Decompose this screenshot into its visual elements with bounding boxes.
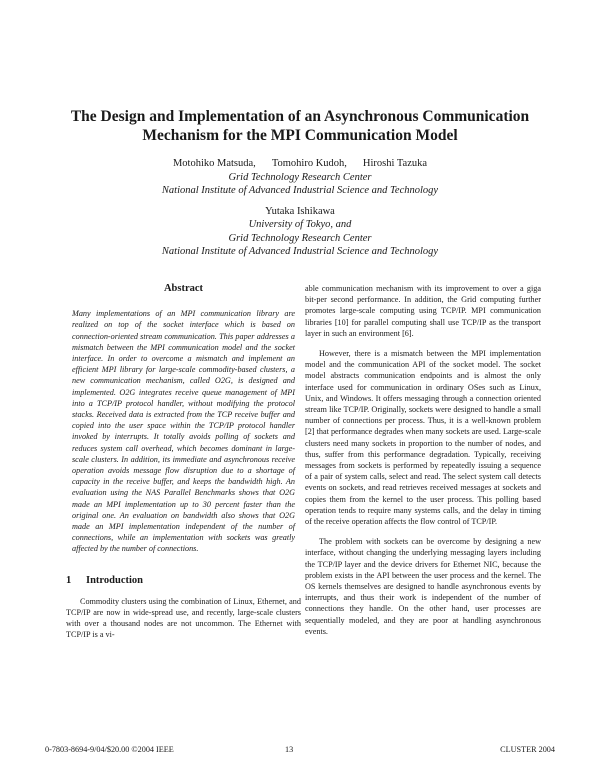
affiliation-2-line-1: University of Tokyo, and [248, 219, 352, 230]
abstract-heading: Abstract [163, 283, 204, 294]
abstract-text: Many implementations of an MPI communication library are realized on top of the socket interface which is based on connection-oriented stream communication. This paper addresses a mismatch between the MPI communication model and the socket interface. In order to overcome a mismatch and implement an efficient MPI library for large-scale commodity-based clusters, a new communication mechanism, called O2G, is designed and implemented. O2G integrates receive queue management of MPI into a TCP/IP protocol handler, without modifying the protocol stacks. Received data is extracted from the TCP receive buffer and copied into the user space within the TCP/IP protocol handler invoked by interrupts. It totally avoids polling of sockets and reduces system call overhead, which becomes dominant in large-scale clusters. In addition, its immediate and asynchronous receive operation avoids message flow disruption due to a shortage of capacity in the receive buffer, and keeps the bandwidth high. An evaluation using the NAS Parallel Benchmarks shows that O2G made an MPI implementation up to 30 percent faster than the original one. An evaluation on bandwidth also shows that O2G made an MPI implementation independent of the number of connections, while an implementation with sockets was greatly affected by the number of connections. [72, 309, 295, 554]
intro-paragraph-1-continued: able communication mechanism with its improvement to over a giga bit-per second performance. In addition, the Grid computing further promotes large-scale computing using TCP/IP. MPI communication libraries [10] for parallel computing shall use TCP/IP as the transport layer in such an environment [6]. [305, 284, 541, 338]
intro-paragraph-1: Commodity clusters using the combination of Linux, Ethernet, and TCP/IP are now in wide-spread use, and recently, large-scale clusters with over a thousand nodes are not uncommon. The Ethernet with TCP/IP is a vi- [66, 596, 301, 640]
affiliation-2-line-3: National Institute of Advanced Industrial Science and Technology [161, 246, 439, 257]
intro-paragraph-2: However, there is a mismatch between the MPI implementation model and the communication API of the socket model. The socket model abstracts communication endpoints and is almost the only interface used for communication in ordinary OSes such as Linux, Unix, and Windows. It offers messaging through a connection oriented stream like TCP/IP. Originally, sockets were designed to handle a small number of connections per process. Thus, it is a well-known problem [2] that performance degrades when many sockets are used. Large-scale clusters need many sockets in proportion to the number of nodes, and thus, suffer from this performance degradation. Typically, receiving messages from sockets is performed by repeatedly issuing a sequence of a pair of system calls, select and read. The select system call detects events on sockets, and read retrieves received messages at sockets and copies them from the kernel to the user process. This polling based operation tends to require many systems calls, and the delay in timing of the receive operation affects the flow control of TCP/IP. [305, 349, 541, 527]
title-line-1: The Design and Implementation of an Asynchronous Communication [70, 108, 530, 125]
affiliation-1-line-2: National Institute of Advanced Industrial Science and Technology [161, 185, 439, 196]
author-names-line [60, 157, 540, 171]
author-matsuda: Motohiko Matsuda, [172, 158, 256, 169]
section-heading-introduction [66, 575, 301, 586]
author-block [60, 157, 540, 259]
affiliation-1-line-1: Grid Technology Research Center [228, 171, 372, 183]
section-title: Introduction [86, 574, 143, 586]
affiliation-2-line-2: Grid Technology Research Center [228, 232, 372, 244]
author-tazuka: Hiroshi Tazuka [362, 158, 428, 169]
title-line-2: Mechanism for the MPI Communication Model [142, 127, 458, 144]
author-kudoh: Tomohiro Kudoh, [271, 158, 347, 169]
footer-copyright: 0-7803-8694-9/04/$20.00 ©2004 IEEE [45, 745, 174, 754]
author-ishikawa: Yutaka Ishikawa [265, 205, 335, 217]
footer-conference: CLUSTER 2004 [500, 745, 555, 754]
section-number: 1 [66, 574, 72, 586]
intro-paragraph-3: The problem with sockets can be overcome by designing a new interface, without changing the underlying messaging layers including the TCP/IP layer and the device drivers for Ethernet NIC, because the problem exists in the API between the user process and the kernel. The OS kernels themselves are designed to handle asynchronous events by interrupts, and thus their work is independent of the number of connections they handle. On the other hand, user processes are sequentially modeled, and they are poor at handling asynchronous events. [305, 537, 541, 636]
paper-title [60, 107, 540, 145]
left-column [66, 283, 301, 641]
page-number: 13 [285, 745, 294, 754]
right-column [305, 283, 541, 637]
